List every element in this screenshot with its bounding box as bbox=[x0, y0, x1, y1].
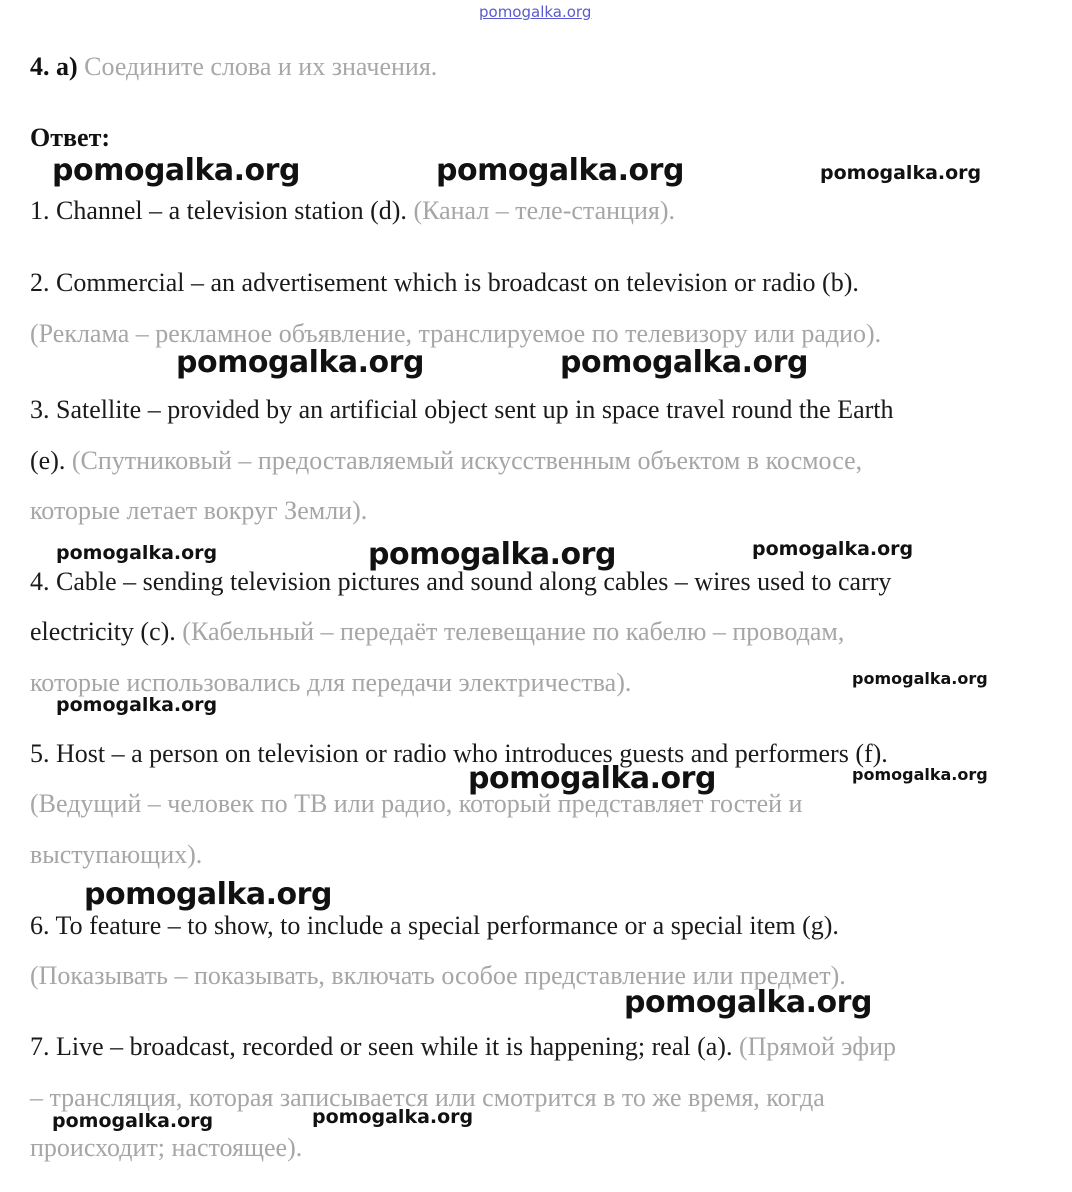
item-5-english: 5. Host – a person on television or radio who introduces guests and performers (f). bbox=[30, 739, 888, 768]
watermark: pomogalka.org bbox=[468, 761, 716, 796]
item-3-english: 3. Satellite – provided by an artificial object sent up in space travel round the Earth bbox=[30, 395, 894, 424]
task-number: 4. а) bbox=[30, 52, 78, 81]
watermark: pomogalka.org bbox=[56, 694, 218, 716]
item-3-russian: (Спутниковый – предоставляемый искусственным объектом в космосе, bbox=[65, 446, 863, 475]
item-5-line-1 bbox=[30, 741, 888, 767]
item-7-russian-end: происходит; настоящее). bbox=[30, 1133, 303, 1162]
item-3-line-1 bbox=[30, 397, 894, 423]
item-4-line-1 bbox=[30, 569, 891, 595]
item-3-english-cont: (e). bbox=[30, 446, 66, 475]
item-6-english: 6. To feature – to show, to include a special performance or a special item (g). bbox=[30, 911, 839, 940]
watermark: pomogalka.org bbox=[560, 345, 808, 380]
item-3-line-3 bbox=[30, 498, 367, 524]
watermark: pomogalka.org bbox=[176, 345, 424, 380]
item-7-russian: (Прямой эфир bbox=[732, 1032, 896, 1061]
answer-label: Ответ: bbox=[30, 123, 111, 152]
item-4-line-3 bbox=[30, 670, 631, 696]
site-link[interactable]: pomogalka.org bbox=[479, 3, 592, 21]
item-1-english: 1. Channel – a television station (d). bbox=[30, 196, 407, 225]
item-4-russian: (Кабельный – передаёт телевещание по кабелю – проводам, bbox=[175, 617, 845, 646]
item-4-english: 4. Cable – sending television pictures and sound along cables – wires used to carry bbox=[30, 567, 892, 596]
watermark: pomogalka.org bbox=[852, 669, 988, 688]
item-7-line-3 bbox=[30, 1135, 302, 1161]
watermark: pomogalka.org bbox=[368, 537, 616, 572]
item-1-russian: (Канал – теле-станция). bbox=[406, 196, 675, 225]
watermark: pomogalka.org bbox=[852, 765, 988, 784]
item-2-line-2 bbox=[30, 321, 881, 347]
item-4-line-2 bbox=[30, 619, 844, 645]
item-2-english: 2. Commercial – an advertisement which is broadcast on television or radio (b). bbox=[30, 268, 859, 297]
item-7-line-1 bbox=[30, 1034, 896, 1060]
item-6-line-1 bbox=[30, 913, 839, 939]
item-5-russian: (Ведущий – человек по ТВ или радио, который представляет гостей и bbox=[30, 789, 803, 818]
item-2-line-1 bbox=[30, 270, 859, 296]
watermark: pomogalka.org bbox=[52, 153, 300, 188]
watermark: pomogalka.org bbox=[84, 877, 332, 912]
item-5-russian-cont: выступающих). bbox=[30, 840, 203, 869]
watermark: pomogalka.org bbox=[56, 542, 218, 564]
watermark: pomogalka.org bbox=[752, 538, 914, 560]
item-4-english-cont: electricity (c). bbox=[30, 617, 176, 646]
watermark: pomogalka.org bbox=[820, 162, 982, 184]
item-3-russian-cont: которые летает вокруг Земли). bbox=[30, 496, 368, 525]
item-3-line-2 bbox=[30, 448, 862, 474]
item-5-line-3 bbox=[30, 842, 202, 868]
watermark: pomogalka.org bbox=[312, 1106, 474, 1128]
task-instruction: Соедините слова и их значения. bbox=[77, 52, 438, 81]
item-1-line-1 bbox=[30, 198, 675, 224]
watermark: pomogalka.org bbox=[624, 985, 872, 1020]
watermark: pomogalka.org bbox=[52, 1110, 214, 1132]
item-4-russian-cont: которые использовались для передачи электричества). bbox=[30, 668, 632, 697]
item-7-russian-cont: – трансляция, которая записывается или смотрится в то же время, когда bbox=[30, 1083, 825, 1112]
watermark: pomogalka.org bbox=[436, 153, 684, 188]
task-heading bbox=[30, 52, 437, 82]
item-2-russian: (Реклама – рекламное объявление, транслируемое по телевизору или радио). bbox=[30, 319, 882, 348]
item-7-english: 7. Live – broadcast, recorded or seen while it is happening; real (a). bbox=[30, 1032, 733, 1061]
item-6-russian: (Показывать – показывать, включать особое представление или предмет). bbox=[30, 961, 846, 990]
